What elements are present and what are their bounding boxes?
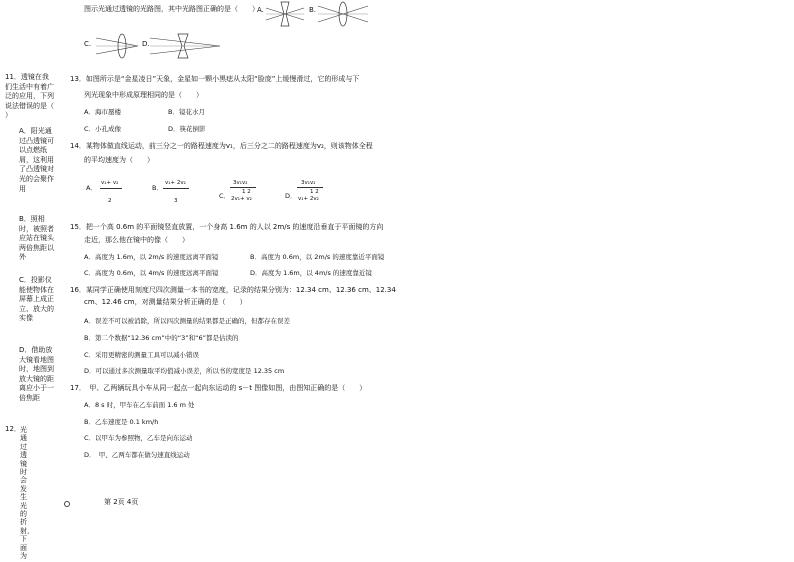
- q14-option-b-label: B．: [152, 184, 163, 192]
- q16-option-a: A．误差不可以被消除，所以四次测量的结果都是正确的，但都存在误差: [84, 317, 290, 325]
- lens-label-d: D.: [142, 40, 150, 48]
- q14-option-c-numerator: 3v₁v₂: [233, 180, 248, 186]
- q11-option-b: B．照相时，被照者应站在镜头两倍焦距以外: [19, 215, 54, 262]
- q14-option-a-label: A．: [86, 184, 97, 192]
- binding-hole-marker: [64, 501, 70, 507]
- lens-diagram-d: [150, 32, 222, 60]
- q14-stem-line2: 的平均速度为（ ）: [84, 156, 154, 164]
- q14-option-b-numerator: v₁+ 2v₂: [165, 180, 186, 186]
- q15-stem-line2: 走近，那么他在镜中的像（ ）: [84, 236, 189, 244]
- lens-label-b: B.: [309, 6, 317, 14]
- q13-option-d: D．筷花倒影: [168, 125, 206, 133]
- lens-diagram-c: [96, 32, 140, 60]
- q14-option-b-denominator: 3: [174, 198, 178, 204]
- page-footer: 第 2页 4页: [104, 498, 139, 506]
- q13-stem-line1: 13．如图所示是“金星凌日”天象，金星如一颗小黑痣从太阳“脸庞”上缓慢滑过，它的形成与下: [70, 75, 360, 83]
- q17-option-a: A．8 s 时，甲车在乙车前面 1.6 m 处: [84, 401, 195, 409]
- q14-option-a-numerator: v₁+ v₂: [101, 180, 119, 186]
- q14-option-d-numerator: 3v₁v₂: [301, 180, 316, 186]
- lens-diagram-b: [318, 0, 370, 28]
- q11-stem: 11．透镜在我们生活中有着广泛的应用，下列说法错误的是（ ）: [5, 73, 68, 120]
- q15-stem-line1: 15．把一个高 0.6m 的平面镜竖直放置，一个身高 1.6m 的人以 2m/s 的速度沿垂直于平面镜的方向: [70, 223, 384, 231]
- q14-option-c-denominator: 2v₁+ v₂: [231, 196, 252, 202]
- lens-diagram-a: [266, 0, 306, 28]
- q16-stem-line1: 16．某同学正确使用刻度尺四次测量一本书的宽度，记录的结果分别为：12.34 cm、12.36 cm、12.34: [70, 286, 396, 294]
- q14-option-c-fraction-bar: [230, 187, 256, 188]
- q14-option-c-subscripts: 1 2: [242, 189, 251, 195]
- q13-option-b: B．镜花水月: [168, 108, 205, 116]
- q16-option-c: C．采用更精密的测量工具可以减小错误: [84, 351, 200, 359]
- q14-option-b-fraction-bar: [163, 188, 189, 189]
- q16-option-b: B．第二个数据“12.36 cm”中的“3”和“6”都是估读的: [84, 334, 239, 342]
- q11-option-d: D．借助放大镜看地图时，地图到放大镜的距离应小于一倍焦距: [19, 346, 54, 402]
- q11-option-c: C．投影仪能使物体在屏幕上成正立、放大的实像: [19, 276, 54, 323]
- q15-option-a: A．高度为 1.6m，以 2m/s 的速度远离平面镜: [84, 253, 219, 261]
- q14-option-d-subscripts: 1 2: [310, 189, 319, 195]
- q15-option-b: B．高度为 0.6m，以 2m/s 的速度靠近平面镜: [250, 253, 385, 261]
- q17-option-c: C．以甲车为参照物，乙车是向东运动: [84, 434, 193, 442]
- q15-option-d: D．高度为 1.6m，以 4m/s 的速度靠近镜: [250, 269, 372, 277]
- q14-option-c-label: C．: [219, 192, 231, 200]
- q14-option-a-denominator: 2: [108, 198, 112, 204]
- q17-option-d: D． 甲、乙两车都在做匀速直线运动: [84, 451, 190, 459]
- lens-label-c: C.: [84, 40, 92, 48]
- q14-stem-line1: 14．某物体做直线运动，前三分之一的路程速度为v₁，后三分之二的路程速度为v₂，则该物体全程: [70, 142, 373, 150]
- q14-option-d-label: D．: [285, 192, 297, 200]
- q13-stem-line2: 列光现象中形成原理相同的是（ ）: [84, 91, 203, 99]
- q12-vertical-text: 光通过透镜时会发生光的折射，下面为: [20, 426, 34, 561]
- q14-option-d-denominator: v₁+ 2v₂: [298, 196, 319, 202]
- lens-label-a: A.: [257, 6, 264, 14]
- q13-option-a: A．海市蜃楼: [84, 108, 121, 116]
- q16-option-d: D．可以通过多次测量取平均值减小误差，所以书的宽度是 12.35 cm: [84, 367, 285, 375]
- q13-option-c: C．小孔成像: [84, 125, 122, 133]
- q17-stem: 17． 甲、乙两辆玩具小车从同一起点一起向东运动的 s－t 图像如图，由图知正确的是（ ）: [70, 384, 367, 392]
- q15-option-c: C．高度为 0.6m，以 4m/s 的速度远离平面镜: [84, 269, 219, 277]
- q12-number: 12．: [5, 425, 21, 433]
- q16-stem-line2: cm、12.46 cm，对测量结果分析正确的是（ ）: [84, 298, 247, 306]
- q14-option-d-fraction-bar: [297, 187, 323, 188]
- q17-option-b: B．乙车速度是 0.1 km/h: [84, 418, 159, 426]
- top-instruction: 图示光通过透镜的光路图，其中光路图正确的是（ ）: [84, 5, 259, 13]
- q11-option-a: A．阳光通过凸透镜可以点燃纸屑，这利用了凸透镜对光的会聚作用: [19, 127, 54, 193]
- q14-option-a-fraction-bar: [100, 188, 122, 189]
